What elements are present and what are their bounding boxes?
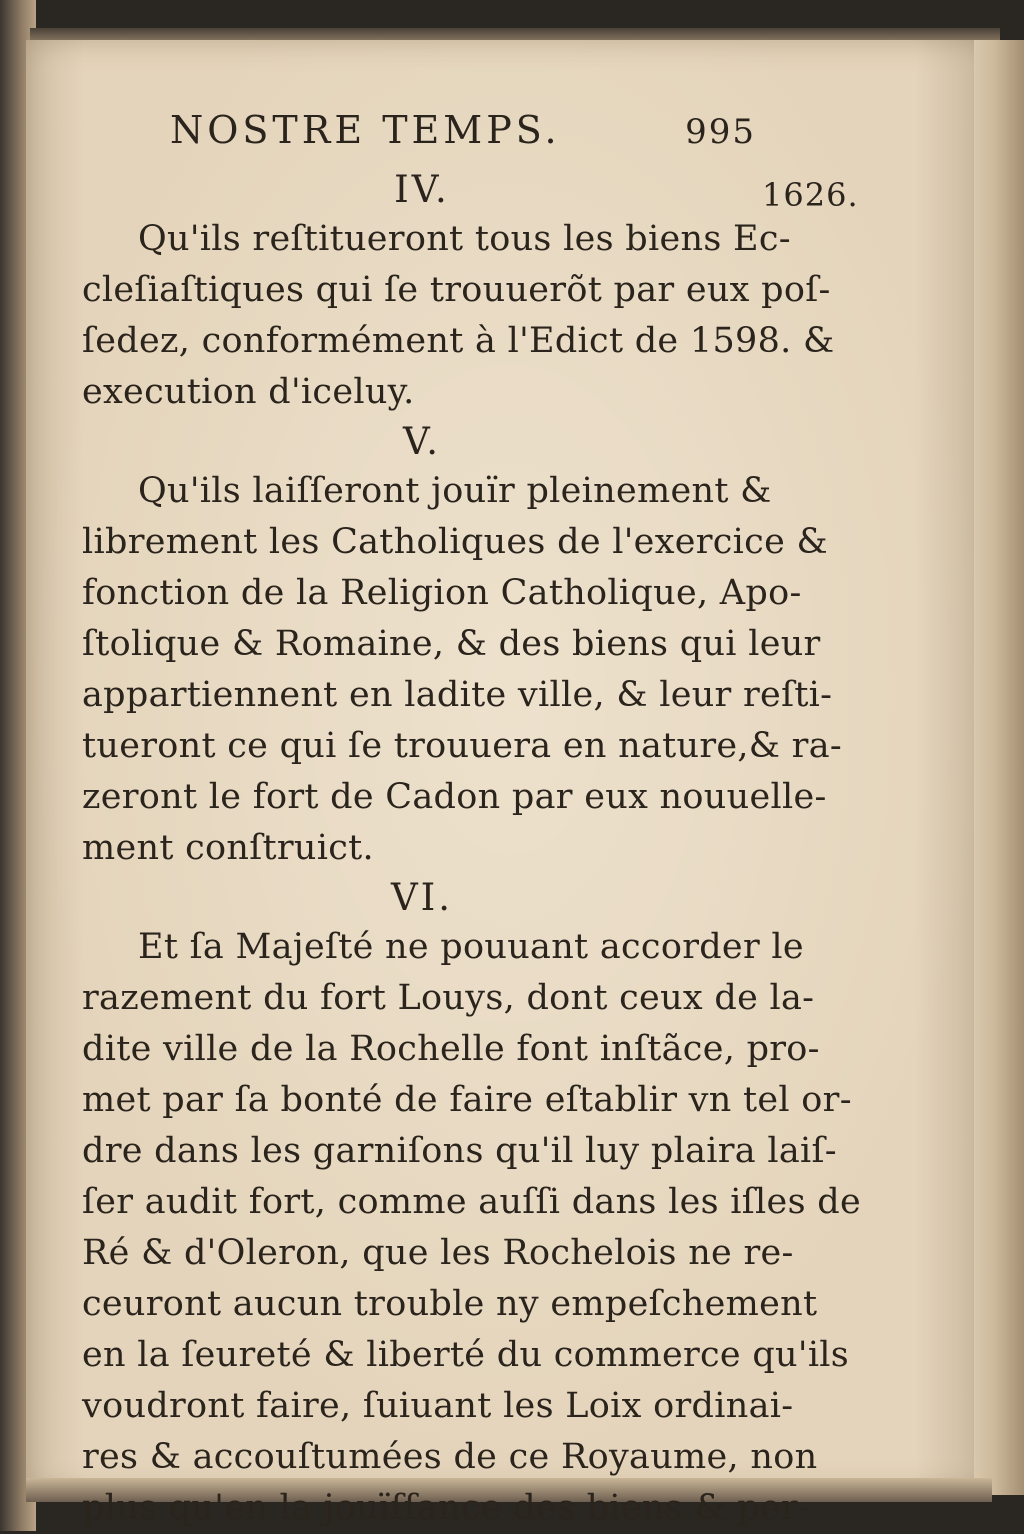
text-line: appartiennent en ladite ville, & leur reſti- <box>82 675 833 715</box>
text-line: execution d'iceluy. <box>82 372 415 412</box>
running-title: NOSTRE TEMPS. <box>170 108 561 152</box>
margin-date-note: 1626. <box>762 176 859 214</box>
running-header <box>170 108 756 166</box>
text-line: Ré & d'Oleron, que les Rochelois ne re- <box>82 1233 794 1273</box>
text-line: tueront ce qui ſe trouuera en nature,& ra- <box>82 726 843 766</box>
text-line: ceuront aucun trouble ny empeſchement <box>82 1284 818 1324</box>
text-line: zeront le fort de Cadon par eux nouuelle- <box>82 777 827 817</box>
article-numeral-vi: VI. <box>390 876 454 919</box>
text-line: cleſiaſtiques qui ſe trouuerõt par eux poſ- <box>82 270 831 310</box>
text-line: plus qu'en la jouïſſance des biens & per- <box>82 1488 811 1528</box>
page-number: 995 <box>685 112 756 152</box>
text-line: res & accouſtumées de ce Royaume, non <box>82 1437 818 1477</box>
text-line: ſedez, conformément à l'Edict de 1598. & <box>82 321 835 361</box>
text-line: librement les Catholiques de l'exercice & <box>82 522 828 562</box>
text-line: ſer audit fort, comme auſſi dans les iſles de <box>82 1182 861 1222</box>
text-line: dite ville de la Rochelle font inſtãce, pro- <box>82 1029 820 1069</box>
text-line: ment conſtruict. <box>82 828 374 868</box>
text-line: met par ſa bonté de faire eſtablir vn tel or- <box>82 1080 852 1120</box>
text-line: razement du fort Louys, dont ceux de la- <box>82 978 815 1018</box>
text-line: Qu'ils laiſſeront jouïr pleinement & <box>138 471 772 511</box>
article-numeral-v: V. <box>402 420 441 463</box>
article-numeral-iv: IV. <box>394 168 450 211</box>
text-line: en la ſeureté & liberté du commerce qu'ils <box>82 1335 850 1375</box>
text-line: ſtolique & Romaine, & des biens qui leur <box>82 624 821 664</box>
page-fore-edge <box>974 40 1024 1495</box>
text-line: dre dans les garniſons qu'il luy plaira laiſ- <box>82 1131 837 1171</box>
text-line: Qu'ils reſtitueront tous les biens Ec- <box>138 219 791 259</box>
text-line: voudront faire, ſuiuant les Loix ordinai- <box>82 1386 794 1426</box>
text-line: fonction de la Religion Catholique, Apo- <box>82 573 802 613</box>
text-line: Et ſa Majeſté ne pouuant accorder le <box>138 927 804 967</box>
